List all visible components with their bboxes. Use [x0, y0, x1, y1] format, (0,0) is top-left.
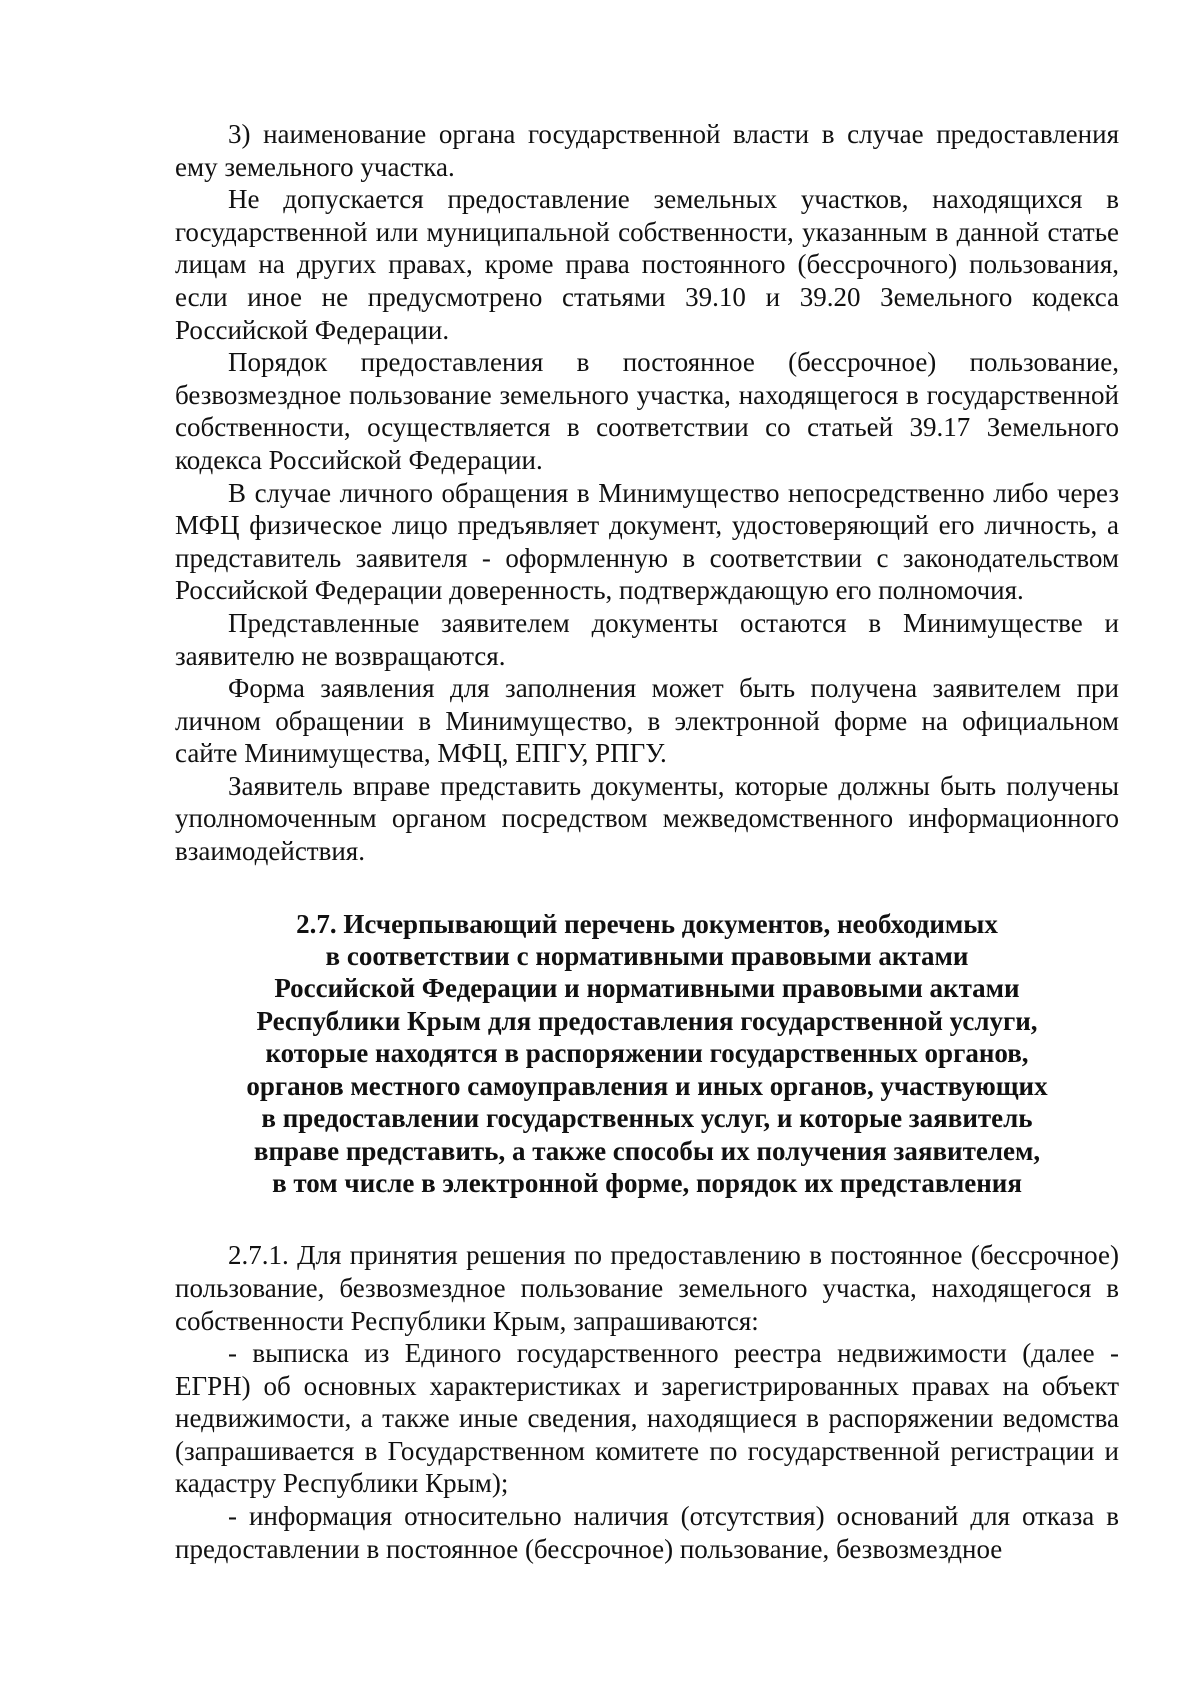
paragraph-personal-appeal: В случае личного обращения в Минимущество непосредственно либо через МФЦ физическое лицо предъявляет документ, удостоверяющий его личность, а представитель заявителя - оформленную в соответствии с законодательством Российской Федерации доверенность, подтверждающую его полномочия.	[175, 477, 1119, 606]
paragraph-procedure: Порядок предоставления в постоянное (бессрочное) пользование, безвозмездное пользование земельного участка, находящегося в государственной собственности, осуществляется в соответствии со статьей 39.17 Земельного кодекса Российской Федерации.	[175, 347, 1119, 475]
heading-line: органов местного самоуправления и иных органов, участвующих	[246, 1070, 1048, 1101]
paragraph-documents-retained: Представленные заявителем документы остаются в Минимуществе и заявителю не возвращаются.	[175, 607, 1119, 671]
paragraph-no-other-rights: Не допускается предоставление земельных участков, находящихся в государственной или муниципальной собственности, указанным в данной статье лицам на других правах, кроме права постоянного (бессрочного) пользования, если иное не предусмотрено статьями 39.10 и 39.20 Земельного кодекса Российской Федерации.	[175, 184, 1119, 345]
paragraph-applicant-right: Заявитель вправе представить документы, которые должны быть получены уполномоченным органом посредством межведомственного информационного взаимодействия.	[175, 770, 1119, 867]
heading-line: которые находятся в распоряжении государственных органов,	[265, 1038, 1029, 1069]
list-item-egrn-extract: - выписка из Единого государственного реестра недвижимости (далее - ЕГРН) об основных характеристиках и зарегистрированных правах на объект недвижимости, а также иные сведения, находящиеся в распоряжении ведомства (запрашивается в Государственном комитете по государственной регистрации и кадастру Республики Крым);	[175, 1338, 1119, 1499]
list-item-refusal-grounds: - информация относительно наличия (отсутствия) оснований для отказа в предоставлении в постоянное (бессрочное) пользование, безвозмездное	[175, 1501, 1119, 1564]
heading-line: в предоставлении государственных услуг, и которые заявитель	[261, 1103, 1033, 1134]
heading-line: Республики Крым для предоставления государственной услуги,	[256, 1005, 1038, 1036]
document-page	[175, 118, 1119, 1565]
paragraph-item-3: 3) наименование органа государственной власти в случае предоставления ему земельного участка.	[175, 119, 1119, 182]
heading-line: 2.7. Исчерпывающий перечень документов, необходимых	[296, 908, 998, 939]
paragraph-2-7-1: 2.7.1. Для принятия решения по предоставлению в постоянное (бессрочное) пользование, безвозмездное пользование земельного участка, находящегося в собственности Республики Крым, запрашиваются:	[175, 1240, 1119, 1336]
paragraph-application-form: Форма заявления для заполнения может быть получена заявителем при личном обращении в Минимущество, в электронной форме на официальном сайте Минимущества, МФЦ, ЕПГУ, РПГУ.	[175, 673, 1119, 769]
heading-line: в соответствии с нормативными правовыми актами	[325, 941, 969, 972]
heading-line: Российской Федерации и нормативными правовыми актами	[274, 973, 1020, 1004]
section-heading-2-7	[175, 908, 1119, 1200]
heading-line: вправе представить, а также способы их получения заявителем,	[253, 1135, 1041, 1166]
heading-line: в том числе в электронной форме, порядок их представления	[272, 1167, 1022, 1198]
